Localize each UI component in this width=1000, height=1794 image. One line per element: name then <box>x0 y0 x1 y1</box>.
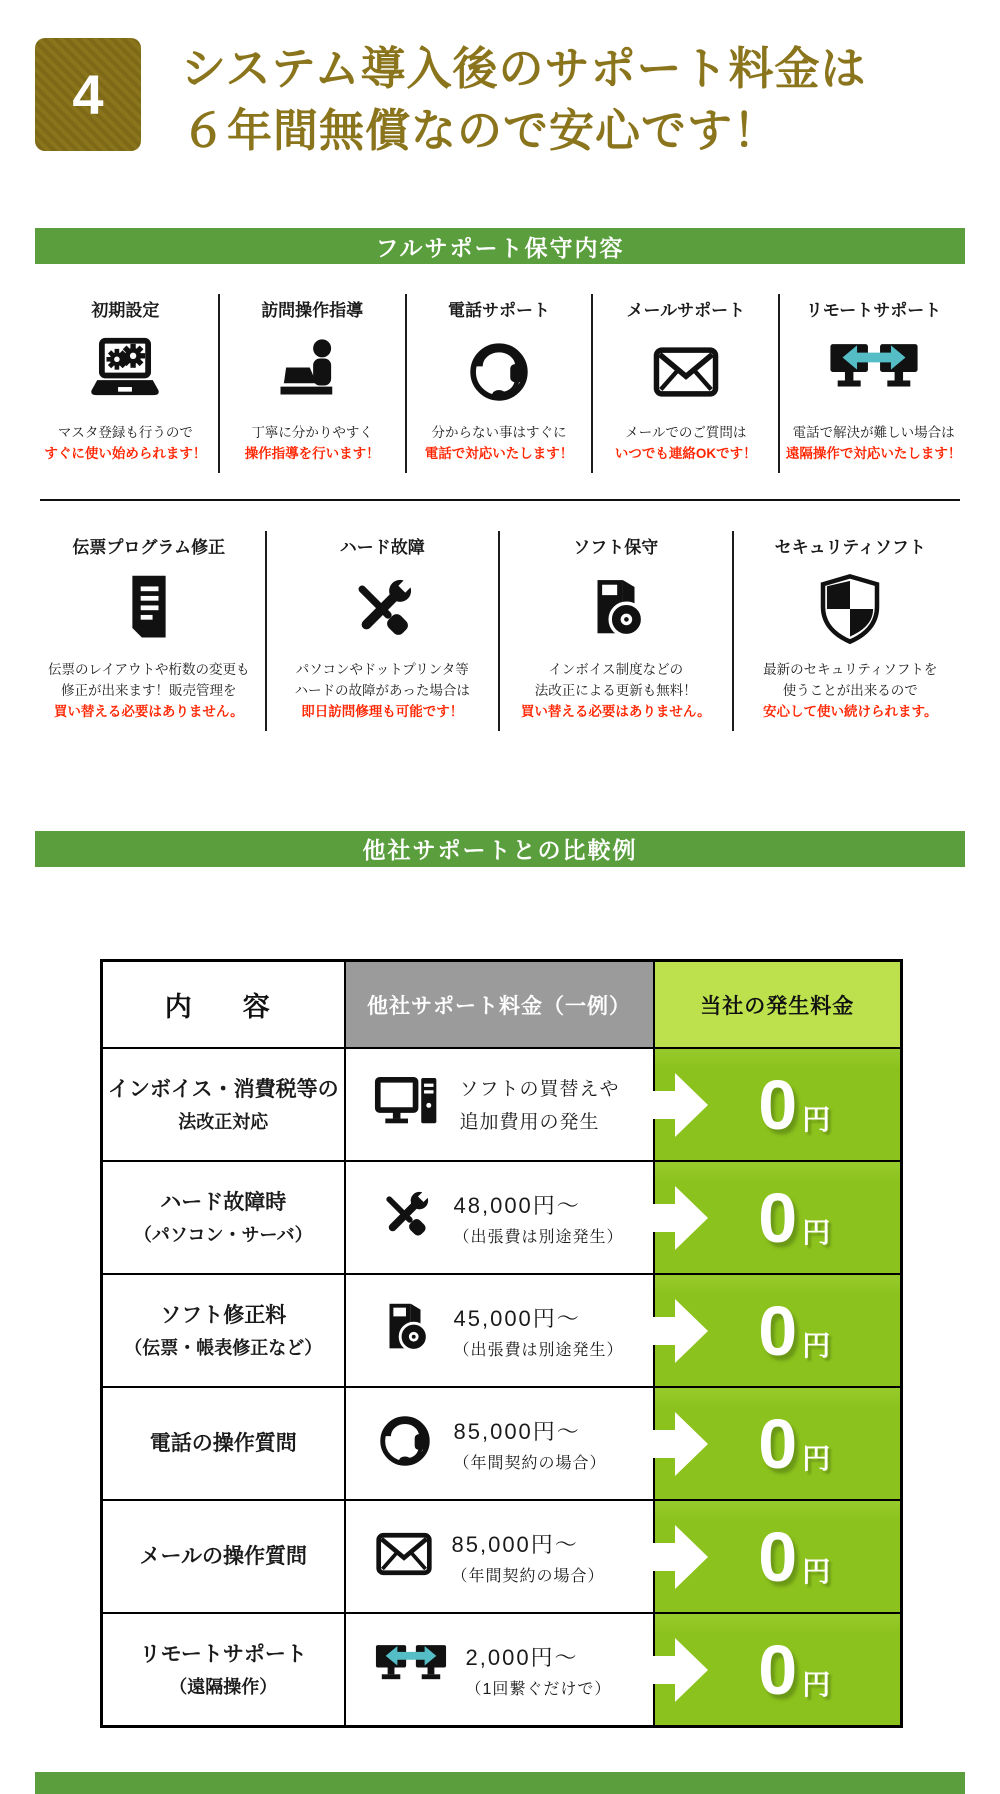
support-item-desc: 丁寧に分かりやすく <box>251 425 373 441</box>
remote-monitors-icon <box>782 331 965 413</box>
our-price-unit: 円 <box>802 1216 831 1248</box>
support-item-remote-support <box>780 294 967 473</box>
support-item-mail-support <box>593 294 780 473</box>
our-price: 0 <box>758 1065 798 1144</box>
other-price: 2,000円～ <box>465 1644 579 1670</box>
table-row <box>102 1500 902 1613</box>
section-number-badge <box>35 38 141 151</box>
other-price-cell <box>345 1161 654 1274</box>
support-item-title: 訪問操作指導 <box>261 301 364 321</box>
support-item-hardware-failure <box>267 531 501 731</box>
other-price-cell <box>345 1048 654 1161</box>
our-price-cell <box>654 1500 902 1613</box>
support-item-highlight: 即日訪問修理も可能です！ <box>301 703 464 719</box>
support-item-highlight: 遠隔操作で対応いたします！ <box>785 446 962 462</box>
support-item-highlight: すぐに使い始められます！ <box>44 446 207 462</box>
column-header-content: 内 容 <box>102 960 345 1048</box>
software-icon <box>502 568 730 650</box>
other-price-note: （年間契約の場合） <box>453 1454 607 1472</box>
support-item-desc: 伝票のレイアウトや桁数の変更も <box>48 662 250 678</box>
other-price: ソフトの買替えや <box>459 1079 620 1101</box>
page-title-line2: ６年間無償なので安心です！ <box>181 105 780 157</box>
our-price: 0 <box>758 1404 798 1483</box>
row-label-cell <box>102 1613 345 1726</box>
page-title <box>181 38 867 162</box>
our-price-cell <box>654 1387 902 1500</box>
arrow-right-icon <box>625 1073 708 1137</box>
support-item-slip-program-fix <box>33 531 267 731</box>
support-item-desc: パソコンやドットプリンタ等 <box>295 662 469 678</box>
tools-icon <box>269 568 497 650</box>
mail-icon <box>374 1524 434 1589</box>
our-price: 0 <box>758 1291 798 1370</box>
support-item-software-maintenance <box>500 531 734 731</box>
row-divider <box>40 499 960 501</box>
row-label-cell <box>102 1387 345 1500</box>
our-price-cell <box>654 1613 902 1726</box>
other-price-note: （年間契約の場合） <box>451 1567 605 1585</box>
our-price-unit: 円 <box>802 1329 831 1361</box>
row-label-cell <box>102 1500 345 1613</box>
support-item-desc: ハードの故障があった場合は <box>294 682 470 698</box>
our-price-unit: 円 <box>802 1668 831 1700</box>
support-item-title: メールサポート <box>626 301 746 321</box>
support-item-initial-setup <box>33 294 220 473</box>
other-price-note: （出張費は別途発生） <box>453 1228 624 1246</box>
other-price: 85,000円～ <box>453 1418 581 1444</box>
support-row-1 <box>33 294 967 473</box>
row-label-cell <box>102 1274 345 1387</box>
table-row <box>102 1161 902 1274</box>
section-number: 4 <box>72 63 104 126</box>
arrow-right-icon <box>625 1299 708 1363</box>
support-item-highlight: 操作指導を行います！ <box>244 446 380 462</box>
table-row <box>102 1048 902 1161</box>
visit-instruction-icon <box>222 331 403 413</box>
support-item-desc: インボイス制度などの <box>548 662 684 678</box>
full-support-banner: フルサポート保守内容 <box>35 228 965 264</box>
support-item-desc: 修正が出来ます！販売管理を <box>61 682 237 698</box>
support-item-highlight: 電話で対応いたします！ <box>424 446 574 462</box>
row-label: インボイス・消費税等の <box>107 1078 339 1102</box>
other-price-note: （1回繋ぐだけで） <box>465 1680 612 1698</box>
support-item-security-software <box>734 531 968 731</box>
row-label: メールの操作質問 <box>139 1545 308 1569</box>
row-label: 電話の操作質問 <box>149 1432 297 1456</box>
support-row-2 <box>33 531 967 731</box>
our-price: 0 <box>758 1517 798 1596</box>
column-header-other-company: 他社サポート料金（一例） <box>345 960 654 1048</box>
column-header-our-company: 当社の発生料金 <box>654 960 902 1048</box>
row-label-sub: （遠隔操作） <box>169 1677 278 1698</box>
support-item-title: ソフト保守 <box>573 538 659 558</box>
support-item-title: 初期設定 <box>91 301 160 321</box>
comparison-table <box>100 959 903 1728</box>
support-item-title: 伝票プログラム修正 <box>72 538 226 558</box>
table-row <box>102 1613 902 1726</box>
arrow-right-icon <box>625 1525 708 1589</box>
row-label-sub: 法改正対応 <box>178 1112 269 1133</box>
support-item-desc: 分からない事はすぐに <box>431 425 567 441</box>
support-item-title: リモートサポート <box>805 301 942 321</box>
other-price-note: 追加費用の発生 <box>459 1111 600 1133</box>
tools-icon <box>374 1184 436 1251</box>
shield-icon <box>736 568 966 650</box>
other-price-note: （出張費は別途発生） <box>453 1341 624 1359</box>
comparison-banner: 他社サポートとの比較例 <box>35 831 965 867</box>
page-header <box>0 0 1000 162</box>
support-item-desc: 最新のセキュリティソフトを <box>763 662 938 678</box>
our-price-unit: 円 <box>802 1103 831 1135</box>
table-row <box>102 1387 902 1500</box>
arrow-right-icon <box>625 1186 708 1250</box>
our-price: 0 <box>758 1630 798 1709</box>
our-price-unit: 円 <box>802 1442 831 1474</box>
support-item-title: セキュリティソフト <box>774 538 926 558</box>
other-price: 45,000円～ <box>453 1305 581 1331</box>
row-label-sub: （パソコン・サーバ） <box>133 1225 313 1246</box>
support-item-visit-instruction <box>220 294 407 473</box>
row-label: ソフト修正料 <box>160 1304 287 1328</box>
row-label: ハード故障時 <box>160 1191 287 1215</box>
table-header-row <box>102 960 902 1048</box>
support-item-highlight: 買い替える必要はありません。 <box>520 703 711 719</box>
other-price: 85,000円～ <box>451 1531 579 1557</box>
row-label-cell <box>102 1161 345 1274</box>
row-label-cell <box>102 1048 345 1161</box>
next-section-banner-cutoff <box>35 1772 965 1794</box>
document-icon <box>35 568 263 650</box>
our-price: 0 <box>758 1178 798 1257</box>
our-price-cell <box>654 1161 902 1274</box>
phone-headset-icon <box>374 1410 436 1477</box>
other-price-cell <box>345 1387 654 1500</box>
mail-icon <box>595 331 776 413</box>
row-label-sub: （伝票・帳表修正など） <box>124 1338 323 1359</box>
support-item-highlight: 安心して使い続けられます。 <box>763 703 938 719</box>
other-price: 48,000円～ <box>453 1192 581 1218</box>
table-row <box>102 1274 902 1387</box>
support-item-phone-support <box>407 294 594 473</box>
support-item-desc: マスタ登録も行うので <box>57 425 193 441</box>
support-item-desc: 法改正による更新も無料！ <box>534 682 697 698</box>
support-item-highlight: 買い替える必要はありません。 <box>53 703 244 719</box>
page-title-line1: システム導入後のサポート料金は <box>181 43 867 94</box>
our-price-unit: 円 <box>802 1555 831 1587</box>
support-item-desc: メールでのご質問は <box>625 425 747 441</box>
desktop-pc-icon <box>374 1074 442 1136</box>
support-item-desc: 使うことが出来るので <box>782 682 918 698</box>
laptop-gears-icon <box>35 331 216 413</box>
other-price-cell <box>345 1500 654 1613</box>
arrow-right-icon <box>625 1412 708 1476</box>
support-item-title: 電話サポート <box>447 301 550 321</box>
support-item-desc: 電話で解決が難しい場合は <box>792 425 955 441</box>
other-price-cell <box>345 1613 654 1726</box>
remote-monitors-icon <box>374 1640 448 1700</box>
support-item-highlight: いつでも連絡OKです！ <box>614 446 757 462</box>
phone-headset-icon <box>409 331 590 413</box>
our-price-cell <box>654 1274 902 1387</box>
support-item-title: ハード故障 <box>339 538 425 558</box>
row-label: リモートサポート <box>139 1642 307 1666</box>
other-price-cell <box>345 1274 654 1387</box>
arrow-right-icon <box>625 1638 708 1702</box>
software-icon <box>374 1297 436 1364</box>
our-price-cell <box>654 1048 902 1161</box>
